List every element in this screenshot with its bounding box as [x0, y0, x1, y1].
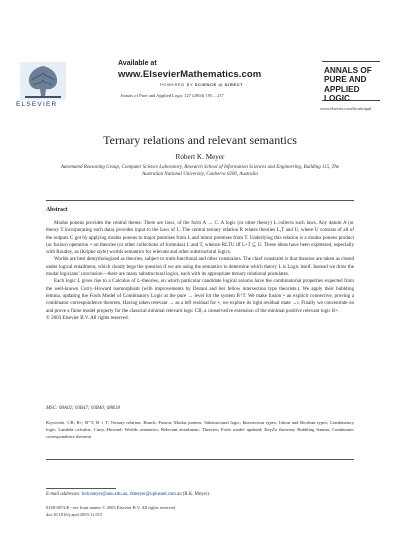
copyright-line: © 2003 Elsevier B.V. All rights reserved. [46, 314, 129, 321]
email-footnote [46, 492, 210, 497]
journal-title-box [322, 61, 380, 104]
journal-name-line-2: PURE AND [324, 75, 367, 85]
elsevier-tree-logo [20, 62, 66, 100]
divider-top [46, 200, 354, 201]
keywords-block [46, 420, 354, 440]
doi-line: doi:10.1016/j.apal.2003.11.015 [46, 512, 103, 517]
divider-bottom [46, 459, 354, 460]
abstract-paragraph: Each logic L gives rise to a Calculus of L-theories, on which particular candidate logical axioms have the combinatorial properties expected from the well-known Curry–Howard isomorphism (with improvements by Dezani and her fellow intersection type theorists.). We apply their bubbling lemma, updating the Fools Model of Combinatory Logic at the pure → level for the system B⁺T. We make fusion ∘ an explicit connective, proving a combinator correspondence theorem. Having taken relevant → as a left residual for ∘, we explore its right residual mate →r. Finally we concentrate on and prove a finite model property for the classical minimal relevant logic CB, a conservative extension of the minimal positive relevant logic B+. [46, 278, 354, 314]
issn-line: 0168-0072/$ - see front matter © 2003 Elsevier B.V. All rights reserved. [46, 505, 177, 510]
journal-name [322, 62, 380, 104]
abstract-paragraph: Worlds are best demythologized as theories, subject to truth-functional and other constraints. The chief constraint is that theories are taken as closed under logical entailment, which clearly begs the question if we are using the semantics to determine which theory L is Logic itself. Instead we draw the modal logicians’ conclusion—there are many substructural logics, each with its appropriate ternary relational postulates. [46, 256, 354, 278]
available-at-label: Available at [118, 60, 157, 67]
footnote-rule [46, 488, 116, 489]
science-direct-logo: SCIENCE @ DIRECT [194, 82, 244, 87]
article-author: Robert K. Meyer [175, 153, 225, 161]
powered-by-line [160, 82, 243, 87]
publisher-name: ELSEVIER [16, 101, 58, 108]
journal-citation: Annals of Pure and Applied Logic 127 (2004) 195 – 217 [120, 93, 224, 98]
keywords-list: CB; B+; B⁺T; B + T; Ternary relation; Bunch; Fusion; Modus ponens; Substructural logic; Intersection types; Union and Boolean types; Combinatory logic; Lambda calculus; Curry–Howard; Worlds semantics; Relevant entailment; Theories; Fools model updated; KeyZo theorem; Bubbling lemma; Combinator correspondence theorem [46, 420, 354, 439]
abstract-body [46, 220, 354, 322]
email-owner: (R.K. Meyer). [182, 492, 211, 497]
website-link[interactable]: www.ElsevierMathematics.com [118, 69, 262, 80]
powered-by-label: POWERED BY [160, 82, 194, 87]
journal-name-line-3: APPLIED LOGIC [324, 84, 360, 104]
journal-name-line-1: ANNALS OF [324, 66, 372, 75]
abstract-paragraph: Modus ponens provides the central theme. There are laws, of the form A → C. A logic (or other theory) L collects such laws. Any datum A (or theory T incorporating such data) provides input to the laws of L. The central ternary relation R relates theories L,T and U, where U consists of all of the outputs C got by applying modus ponens to major premises from L and minor premises from T. Underlying this relation is a modus ponens product (or fusion) operation ∘ on theories (or other collections of formulas) L and T, whence RLTU iff L∘T ⊆ U. These ideas have been expressed, especially with Routley, as (Kripke style) worlds semantics for relevant and other substructural logics. [46, 220, 354, 256]
journal-url-link[interactable]: www.elsevier.com/locate/apal [320, 106, 372, 111]
msc-classification: MSC: 08A02; 03B47; 03B40; 68R18 [46, 406, 120, 411]
keywords-label: Keywords: [46, 420, 66, 425]
email-label: E-mail addresses: [46, 492, 81, 497]
journal-header [0, 0, 400, 118]
email-links[interactable]: bob.meyer@anu.edu.au, rkmeyer@optusnet.com.au [81, 492, 182, 497]
abstract-heading: Abstract [46, 207, 68, 213]
article-title: Ternary relations and relevant semantics [103, 133, 297, 147]
author-affiliation: Automated Reasoning Group, Computer Science Laboratory, Research School of Information Sciences and Engineering, Building 115, The Australian National University, Canberra 0200, Australia [60, 165, 340, 177]
